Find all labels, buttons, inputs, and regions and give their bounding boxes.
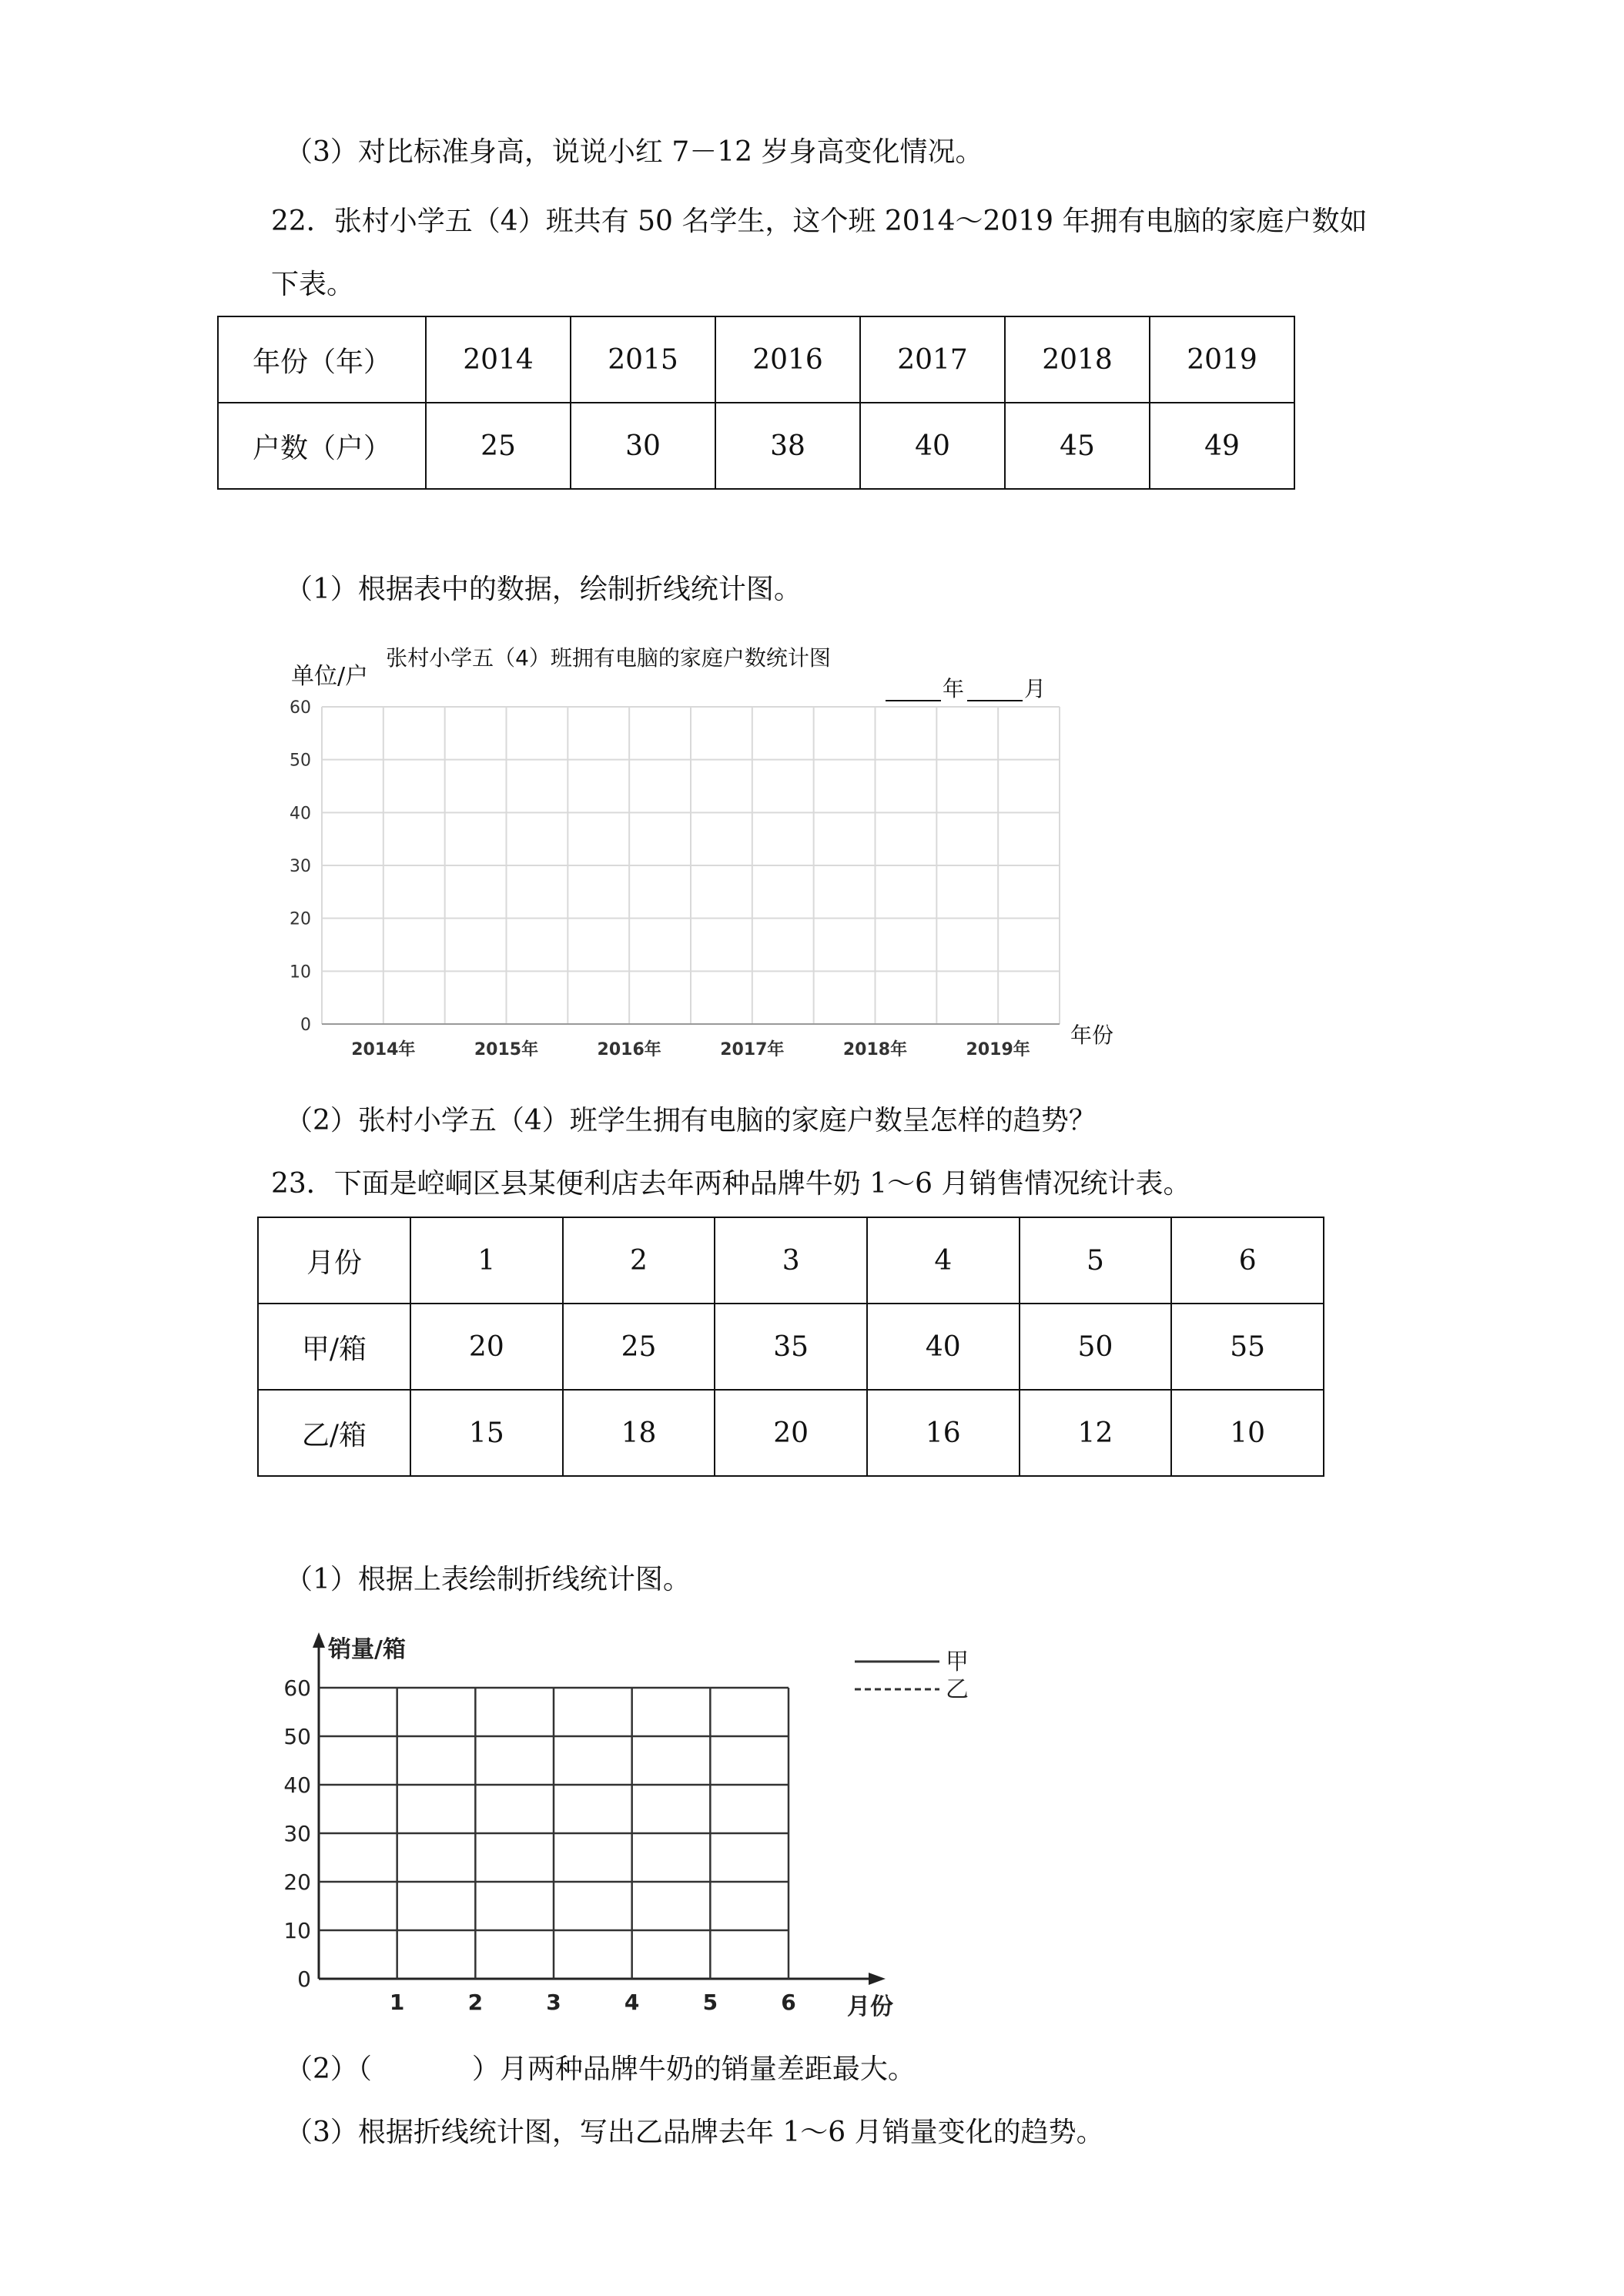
q23-row-label-yi: 乙/箱 [258,1390,410,1476]
q22-row-label-households: 户数（户） [218,403,426,489]
q23-jia-cell: 20 [410,1304,563,1390]
milk-sales-chart [277,1625,1047,2025]
q22-row-label-year: 年份（年） [218,316,426,403]
q23-jia-cell: 40 [867,1304,1020,1390]
q23-yi-cell: 16 [867,1390,1020,1476]
chart1-ytick-label: 50 [290,751,311,771]
chart2-ytick-label: 20 [283,1869,311,1895]
chart2-xtick-label: 3 [546,1990,561,2015]
legend-jia-label: 甲 [946,1648,969,1675]
chart1-ytick-label: 30 [290,857,311,876]
chart1-title: 张村小学五（4）班拥有电脑的家庭户数统计图 [386,645,831,671]
chart1-xtick-label: 2014年 [351,1040,416,1059]
chart2-ylabel: 销量/箱 [328,1636,406,1663]
q23-yi-cell: 12 [1020,1390,1172,1476]
q22-stem-line1: 22．张村小学五（4）班共有 50 名学生，这个班 2014～2019 年拥有电脑的家庭户数如 [271,206,1368,237]
chart2-xtick-label: 4 [624,1990,640,2015]
q23-row-label-month: 月份 [258,1217,410,1304]
q23-part2-suffix: ）月两种品牌牛奶的销量差距最大。 [471,2053,916,2085]
q23-jia-cell: 35 [715,1304,867,1390]
chart2-ytick-label: 0 [297,1966,311,1992]
chart2-ytick-label: 40 [283,1772,311,1798]
q22-year-cell: 2017 [860,316,1005,403]
q23-part1-text: （1）根据上表绘制折线统计图。 [285,1564,691,1595]
chart1-xtick-label: 2017年 [720,1040,785,1059]
q22-households-cell: 30 [571,403,715,489]
chart1-month-char: 月 [1024,676,1046,701]
q23-month-cell: 5 [1020,1217,1172,1304]
chart2-xtick-label: 2 [467,1990,484,2015]
q23-part2-prefix: （2）（ [285,2053,372,2085]
chart2-xtick-label: 1 [389,1990,405,2015]
q21-part3-text: （3）对比标准身高，说说小红 7－12 岁身高变化情况。 [285,136,983,168]
chart1-xtick-label: 2018年 [842,1040,908,1059]
q22-part2-text: （2）张村小学五（4）班学生拥有电脑的家庭户数呈怎样的趋势？ [285,1105,1097,1136]
chart1-xtick-label: 2019年 [966,1040,1030,1059]
q22-part1-text: （1）根据表中的数据，绘制折线统计图。 [285,574,802,605]
q22-year-cell: 2016 [715,316,860,403]
q23-month-cell: 6 [1171,1217,1324,1304]
q23-stem: 23．下面是崆峒区县某便利店去年两种品牌牛奶 1～6 月销售情况统计表。 [271,1168,1191,1200]
chart1-xlabel: 年份 [1070,1022,1114,1048]
chart1-xtick-label: 2015年 [474,1040,539,1059]
chart1-ytick-label: 0 [300,1016,311,1035]
q22-year-cell: 2018 [1005,316,1150,403]
chart2-legend [855,1648,969,1703]
q22-households-cell: 45 [1005,403,1150,489]
chart1-ylabel: 单位/户 [291,663,369,690]
q22-stem-line2: 下表。 [271,269,355,300]
chart2-x-axis-arrow [869,1973,886,1985]
q23-part3-text: （3）根据折线统计图，写出乙品牌去年 1～6 月销量变化的趋势。 [285,2117,1104,2148]
q23-month-cell: 4 [867,1217,1020,1304]
q23-table [257,1217,1324,1477]
chart2-xtick-label: 6 [781,1990,796,2015]
chart2-xtick-label: 5 [702,1990,718,2015]
q23-jia-cell: 55 [1171,1304,1324,1390]
chart1-ytick-label: 40 [290,804,311,824]
chart1-year-char: 年 [943,676,965,701]
q22-households-cell: 49 [1150,403,1294,489]
chart2-ytick-label: 30 [283,1821,311,1846]
q23-part2-text [285,2053,916,2085]
legend-yi-label: 乙 [946,1676,969,1703]
q23-jia-cell: 50 [1020,1304,1172,1390]
q22-year-cell: 2015 [571,316,715,403]
q23-month-cell: 2 [563,1217,715,1304]
chart2-ytick-label: 50 [283,1724,311,1749]
q22-year-cell: 2019 [1150,316,1294,403]
chart2-xlabel: 月份 [847,1993,893,2020]
chart1-xtick-label: 2016年 [597,1040,661,1059]
chart1-ytick-label: 60 [290,698,311,718]
q23-month-cell: 3 [715,1217,867,1304]
chart1-ytick-label: 10 [290,962,311,982]
q23-yi-cell: 10 [1171,1390,1324,1476]
computer-households-chart [277,639,1163,1070]
q23-yi-cell: 15 [410,1390,563,1476]
q22-households-cell: 40 [860,403,1005,489]
q23-yi-cell: 18 [563,1390,715,1476]
q22-households-cell: 38 [715,403,860,489]
q23-yi-cell: 20 [715,1390,867,1476]
q23-month-cell: 1 [410,1217,563,1304]
chart2-ytick-label: 10 [283,1918,311,1943]
q22-table [217,316,1295,490]
chart2-y-axis-arrow [313,1632,325,1648]
q23-jia-cell: 25 [563,1304,715,1390]
chart1-ytick-label: 20 [290,909,311,929]
q23-row-label-jia: 甲/箱 [258,1304,410,1390]
chart2-ytick-label: 60 [283,1675,311,1701]
q22-year-cell: 2014 [426,316,571,403]
q22-households-cell: 25 [426,403,571,489]
